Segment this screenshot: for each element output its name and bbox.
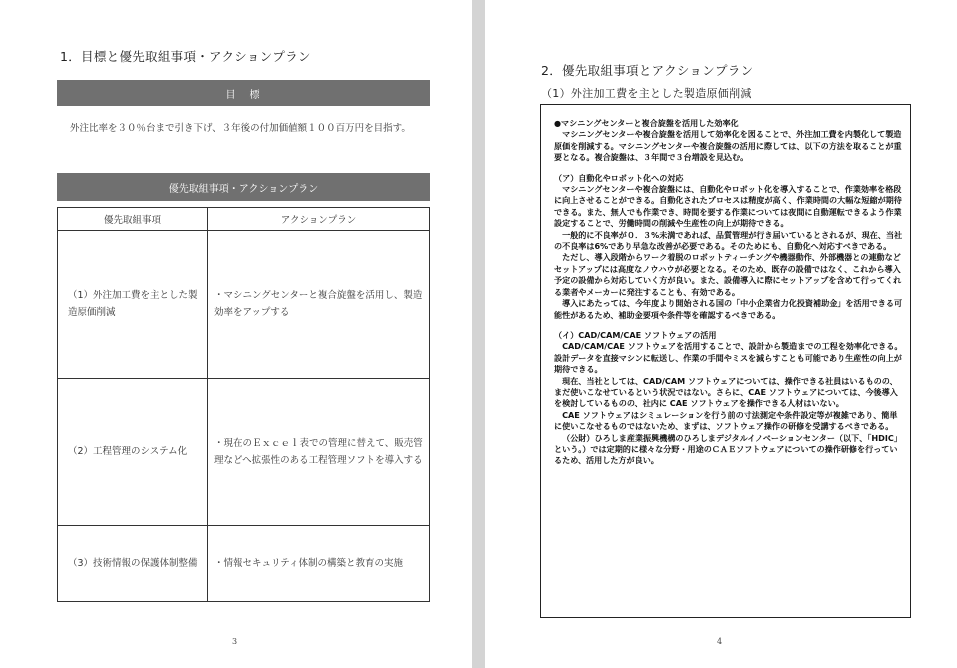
section-b-paragraph: CAD/CAM/CAE ソフトウェアを活用することで、設計から製造までの工程を効率化できる。設計データを直接マシンに転送し、作業の手間やミスを減らすことも可能であり生産性の向上が期待できる。 xyxy=(554,341,903,375)
table-row xyxy=(58,231,430,379)
section-subheading: （1）外注加工費を主とした製造原価削減 xyxy=(541,87,752,100)
content-box xyxy=(540,104,911,618)
section-b-title: （イ）CAD/CAM/CAE ソフトウェアの活用 xyxy=(554,329,717,340)
section-a-paragraph: 一般的に不良率が０．３%未満であれば、品質管理が行き届いているとされるが、現在、当社の不良率は6%であり早急な改善が必要である。そのためにも、自動化へ対応すべきである。 xyxy=(554,229,903,252)
table-header-theme: 優先取組事項 xyxy=(58,208,208,231)
theme-cell: （1）外注加工費を主とした製造原価削減 xyxy=(58,231,208,379)
goal-text: 外注比率を３０％台まで引き下げ、３年後の付加価値額１００百万円を目指す。 xyxy=(70,123,411,134)
action-cell: ・情報セキュリティ体制の構築と教育の実施 xyxy=(208,526,430,602)
action-cell: ・現在のＥｘｃｅｌ表での管理に替えて、販売管理などへ拡張性のある工程管理ソフトを導入する xyxy=(208,378,430,526)
box-intro: マシニングセンターや複合旋盤を活用して効率化を図ることで、外注加工費を内製化して製造原価を削減する。マシニングセンターや複合旋盤の活用に際しては、以下の方法を取ることが重要となる。複合旋盤は、３年間で３台増設を見込む。 xyxy=(554,129,902,163)
page-number: 4 xyxy=(717,637,723,646)
page-number: 3 xyxy=(232,637,238,646)
table-row xyxy=(58,526,430,602)
section-heading: 2．優先取組事項とアクションプラン xyxy=(541,63,754,78)
goal-header-bar: 目 標 xyxy=(57,80,430,106)
page-right xyxy=(485,0,957,668)
section-a-paragraph: マシニングセンターや複合旋盤には、自動化やロボット化を導入することで、作業効率を格段に向上させることができる。自動化されたプロセスは精度が高く、作業時間の大幅な短縮が期待できる。また、無人でも作業でき、時間を要する作業については夜間に自動運転できるよう作業設定することで、労働時間の削減や生産性の向上が期待できる。 xyxy=(554,184,902,229)
section-heading: 1．目標と優先取組事項・アクションプラン xyxy=(60,49,311,64)
section-a-paragraph: ただし、導入段階からワーク着脱のロボットティーチングや機器動作、外部機器との連動などセットアップには高度なノウハウが必要となる。そのため、既存の設備ではなく、これから導入予定の設備から対応していく方が良い。また、設備導入に際にセットアップを含めて行ってくれる業者やメーカーに発注することも、有効である。 xyxy=(554,252,902,297)
table-row xyxy=(58,378,430,526)
action-cell: ・マシニングセンターと複合旋盤を活用し、製造効率をアップする xyxy=(208,231,430,379)
section-a-title: （ア）自動化やロボット化への対応 xyxy=(554,172,684,183)
action-plan-table xyxy=(57,207,430,602)
table-header-row xyxy=(58,208,430,231)
section-b-paragraph: （公財）ひろしま産業振興機構のひろしまデジタルイノベーションセンター（以下、「HDIC」という。）では定期的に様々な分野・用途のＣＡＥソフトウェアについての操作研修を行っているため、活用した方が良い。 xyxy=(554,432,902,466)
section-b-paragraph: CAE ソフトウェアはシミュレーションを行う前の寸法測定や条件設定等が複雑であり、簡単に使いこなせるものではないため、まずは、ソフトウェア操作の研修を受講するべきである。 xyxy=(554,409,898,432)
page-left xyxy=(0,0,472,668)
plan-header-bar: 優先取組事項・アクションプラン xyxy=(57,173,430,201)
box-title: ●マシニングセンターと複合旋盤を活用した効率化 xyxy=(554,118,739,128)
table-header-action: アクションプラン xyxy=(208,208,430,231)
theme-cell: （3）技術情報の保護体制整備 xyxy=(58,526,208,602)
section-b-paragraph: 現在、当社としては、CAD/CAM ソフトウェアについては、操作できる社員はいるものの、まだ使いこなせているという状況ではない。さらに、CAE ソフトウェアについては、今後導入を検討しているものの、社内に CAE ソフトウェアを操作できる人材はいない。 xyxy=(554,375,898,409)
theme-cell: （2）工程管理のシステム化 xyxy=(58,378,208,526)
section-a-paragraph: 導入にあたっては、今年度より開始される国の「中小企業省力化投資補助金」を活用できる可能性があるため、補助金要項や条件等を確認するべきである。 xyxy=(554,298,903,320)
